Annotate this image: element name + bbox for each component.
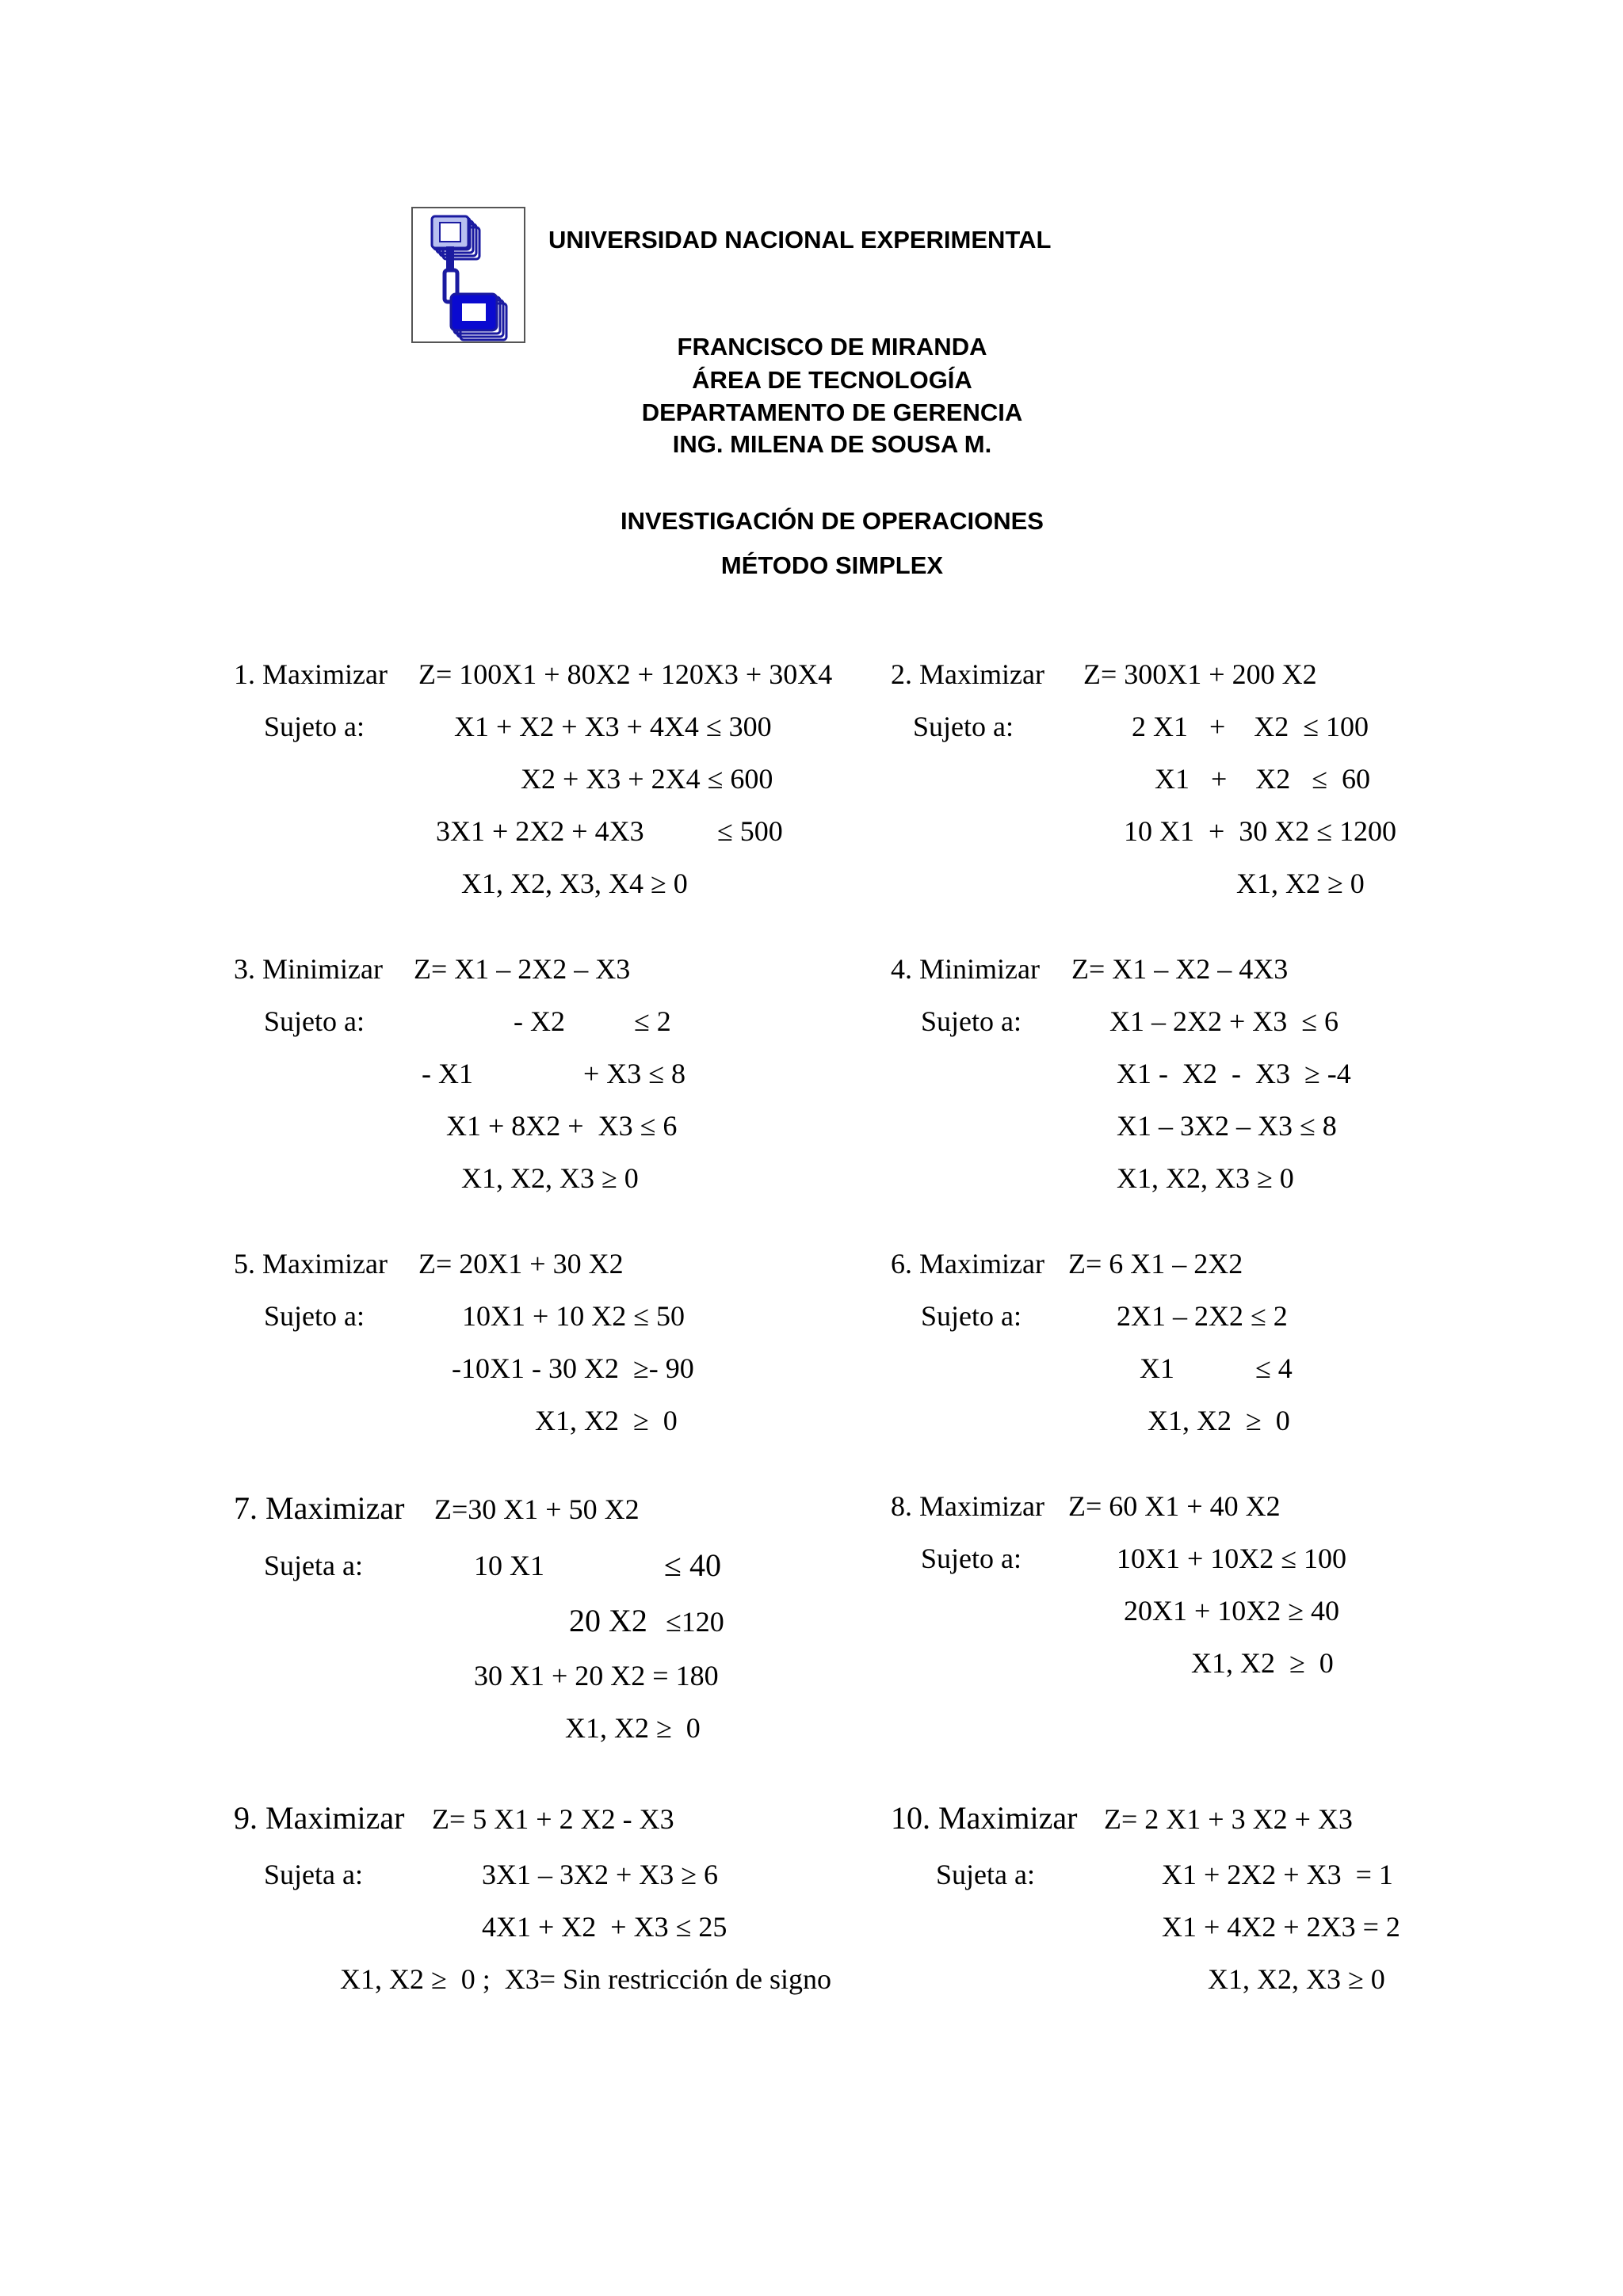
problem-title: 6. Maximizar	[891, 1248, 1044, 1280]
objective-function: Z= 100X1 + 80X2 + 120X3 + 30X4	[418, 658, 833, 690]
constraint: 10 X1 + 30 X2 ≤ 1200	[1124, 815, 1397, 847]
non-negativity: X1, X2 ≥ 0	[1191, 1647, 1334, 1679]
objective-function: Z=30 X1 + 50 X2	[434, 1493, 640, 1525]
constraint: X1 + X2 + X3 + 4X4 ≤ 300	[454, 711, 772, 742]
constraint: X1 + X2 ≤ 60	[1155, 763, 1371, 795]
objective-function: Z= 300X1 + 200 X2	[1083, 658, 1317, 690]
non-negativity: X1, X2 ≥ 0	[1148, 1405, 1290, 1436]
problem-title: 3. Minimizar	[234, 953, 383, 985]
non-negativity: X1, X2 ≥ 0 ; X3= Sin restricción de signo	[340, 1963, 831, 1995]
constraint-rhs: + X3 ≤ 8	[583, 1058, 686, 1089]
constraint-rhs: ≤ 40	[664, 1547, 721, 1583]
constraint: 3X1 – 3X2 + X3 ≥ 6	[482, 1859, 719, 1890]
subject-label: Sujeta a:	[936, 1859, 1035, 1890]
course-title: INVESTIGACIÓN DE OPERACIONES	[621, 507, 1044, 535]
subject-label: Sujeta a:	[264, 1550, 363, 1581]
constraint-rhs: ≤ 2	[634, 1005, 671, 1037]
constraint: 30 X1 + 20 X2 = 180	[474, 1660, 719, 1691]
constraint: - X2	[514, 1005, 565, 1037]
constraint: 20X1 + 10X2 ≥ 40	[1124, 1595, 1340, 1627]
constraint: X1 + 8X2 + X3 ≤ 6	[446, 1110, 678, 1142]
constraint: 2 X1 + X2 ≤ 100	[1132, 711, 1369, 742]
header-line-1: FRANCISCO DE MIRANDA	[677, 333, 987, 360]
topic-title: MÉTODO SIMPLEX	[720, 551, 944, 579]
chain-link-logo-icon	[413, 208, 524, 341]
constraint-rhs: ≤120	[666, 1606, 724, 1638]
constraint: X1 – 2X2 + X3 ≤ 6	[1109, 1005, 1339, 1037]
objective-function: Z= 60 X1 + 40 X2	[1068, 1490, 1281, 1522]
problem-title: 2. Maximizar	[891, 658, 1044, 690]
subject-label: Sujeto a:	[921, 1543, 1022, 1574]
non-negativity: X1, X2 ≥ 0	[1236, 868, 1365, 899]
constraint: X1 + 4X2 + 2X3 = 2	[1162, 1911, 1400, 1943]
university-name: UNIVERSIDAD NACIONAL EXPERIMENTAL	[548, 226, 1052, 254]
problem-title: 9. Maximizar	[234, 1800, 405, 1836]
constraint: 2X1 – 2X2 ≤ 2	[1117, 1300, 1288, 1332]
non-negativity: X1, X2, X3 ≥ 0	[461, 1162, 639, 1194]
header-line-3: DEPARTAMENTO DE GERENCIA	[641, 399, 1023, 426]
constraint: X1 – 3X2 – X3 ≤ 8	[1117, 1110, 1337, 1142]
non-negativity: X1, X2, X3 ≥ 0	[1208, 1963, 1385, 1995]
non-negativity: X1, X2, X3 ≥ 0	[1117, 1162, 1294, 1194]
problem-title: 1. Maximizar	[234, 658, 388, 690]
subject-label: Sujeto a:	[921, 1300, 1022, 1332]
objective-function: Z= 5 X1 + 2 X2 - X3	[432, 1803, 674, 1835]
objective-function: Z= X1 – 2X2 – X3	[414, 953, 631, 985]
constraint: - X1	[422, 1058, 473, 1089]
subject-label: Sujeto a:	[264, 711, 365, 742]
university-logo	[411, 207, 525, 343]
header-line-4: ING. MILENA DE SOUSA M.	[672, 430, 992, 458]
non-negativity: X1, X2 ≥ 0	[535, 1405, 678, 1436]
constraint-rhs: ≤ 4	[1255, 1352, 1293, 1384]
constraint: 3X1 + 2X2 + 4X3	[436, 815, 644, 847]
subject-label: Sujeto a:	[264, 1005, 365, 1037]
header-line-2: ÁREA DE TECNOLOGÍA	[692, 366, 972, 394]
problem-title: 10. Maximizar	[891, 1800, 1078, 1836]
subject-label: Sujeta a:	[264, 1859, 363, 1890]
constraint: 4X1 + X2 + X3 ≤ 25	[482, 1911, 727, 1943]
constraint: 20 X2	[569, 1603, 647, 1638]
constraint: X1	[1140, 1352, 1174, 1384]
problem-title: 8. Maximizar	[891, 1490, 1044, 1522]
objective-function: Z= X1 – X2 – 4X3	[1071, 953, 1289, 985]
problem-title: 4. Minimizar	[891, 953, 1040, 985]
problem-title: 7. Maximizar	[234, 1490, 405, 1526]
objective-function: Z= 6 X1 – 2X2	[1068, 1248, 1243, 1280]
subject-label: Sujeto a:	[921, 1005, 1022, 1037]
non-negativity: X1, X2 ≥ 0	[565, 1712, 701, 1744]
constraint: 10 X1	[474, 1550, 544, 1581]
subject-label: Sujeto a:	[913, 711, 1014, 742]
constraint: X1 + 2X2 + X3 = 1	[1162, 1859, 1393, 1890]
constraint: X2 + X3 + 2X4 ≤ 600	[521, 763, 773, 795]
constraint: -10X1 - 30 X2 ≥- 90	[452, 1352, 694, 1384]
constraint: 10X1 + 10X2 ≤ 100	[1117, 1543, 1347, 1574]
objective-function: Z= 2 X1 + 3 X2 + X3	[1104, 1803, 1353, 1835]
non-negativity: X1, X2, X3, X4 ≥ 0	[461, 868, 688, 899]
objective-function: Z= 20X1 + 30 X2	[418, 1248, 624, 1280]
constraint: 10X1 + 10 X2 ≤ 50	[462, 1300, 685, 1332]
constraint: X1 - X2 - X3 ≥ -4	[1117, 1058, 1351, 1089]
subject-label: Sujeto a:	[264, 1300, 365, 1332]
problem-title: 5. Maximizar	[234, 1248, 388, 1280]
constraint-rhs: ≤ 500	[717, 815, 783, 847]
